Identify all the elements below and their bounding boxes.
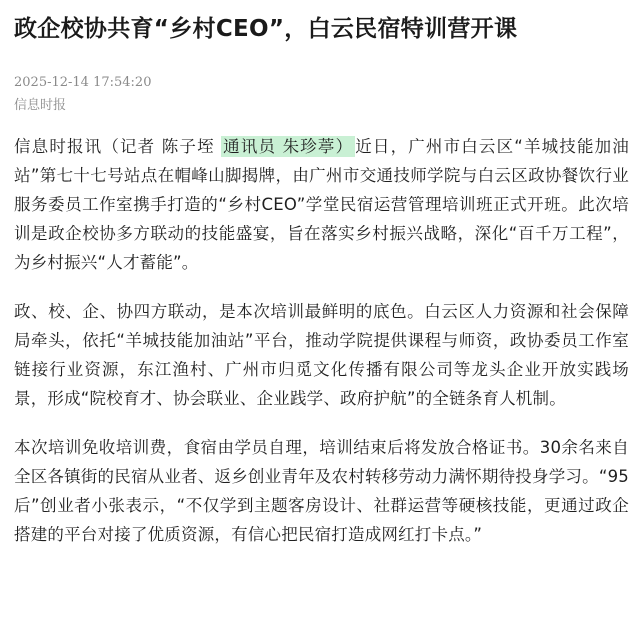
highlighted-text[interactable]: 通讯员 朱珍葶） [223, 137, 354, 156]
paragraph-1 [14, 132, 629, 277]
publish-timestamp: 2025-12-14 17:54:20 [14, 75, 152, 90]
paragraph-1-rest: 近日，广州市白云区“羊城技能加油站”第七十七号站点在帽峰山脚揭牌，由广州市交通技师学院与白云区政协餐饮行业服务委员工作室携手打造的“乡村CEO”学堂民宿运营管理培训班正式开班。此次培训是政企校协多方联动的技能盛宴，旨在落实乡村振兴战略，深化“百千万工程”，为乡村振兴“人才蓄能”。 [14, 137, 629, 272]
article-meta [14, 74, 629, 116]
paragraph-1-lead: 信息时报讯（记者 陈子垤 [14, 137, 222, 156]
article-body [14, 132, 629, 549]
paragraph-2: 政、校、企、协四方联动，是本次培训最鲜明的底色。白云区人力资源和社会保障局牵头，依托“羊城技能加油站”平台，推动学院提供课程与师资，政协委员工作室链接行业资源，东江渔村、广州市归觅文化传播有限公司等龙头企业开放实践场景，形成“院校育才、协会联业、企业践学、政府护航”的全链条育人机制。 [14, 302, 629, 408]
article-headline: 政企校协共育“乡村CEO”，白云民宿特训营开课 [14, 16, 518, 42]
paragraph-3: 本次培训免收培训费，食宿由学员自理，培训结束后将发放合格证书。30余名来自全区各镇街的民宿从业者、返乡创业青年及农村转移劳动力满怀期待投身学习。“95后”创业者小张表示，“不仅学到主题客房设计、社群运营等硬核技能，更通过政企搭建的平台对接了优质资源，有信心把民宿打造成网红打卡点。” [14, 438, 629, 544]
article-source: 信息时报 [14, 98, 67, 113]
